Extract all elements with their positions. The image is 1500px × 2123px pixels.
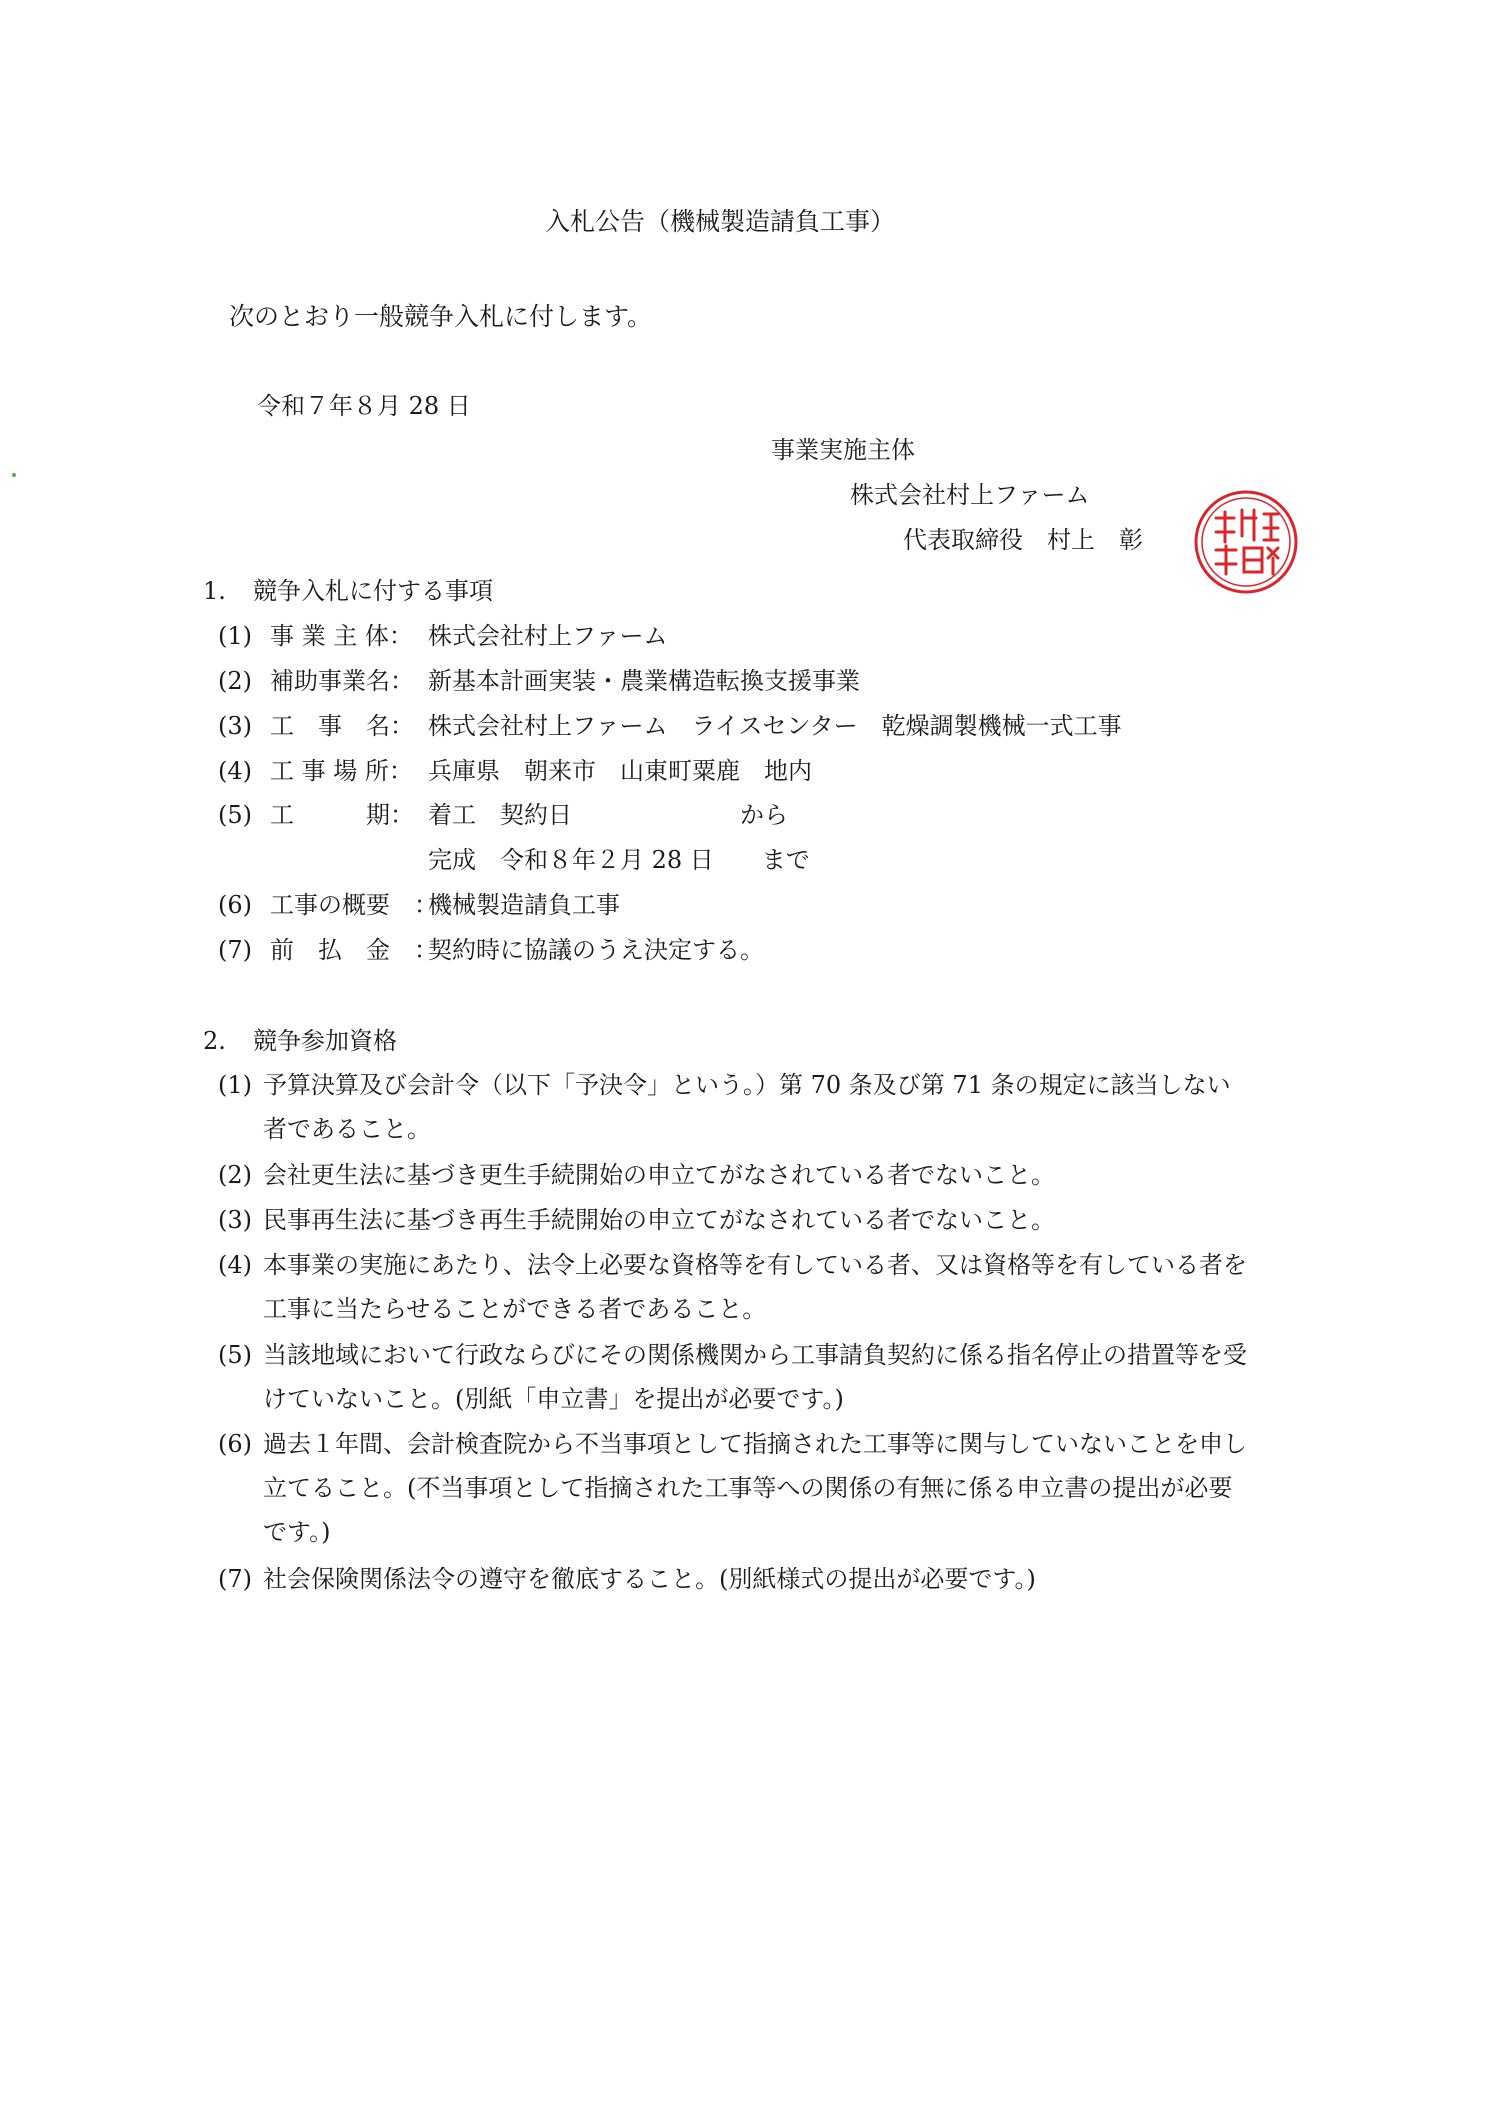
issuer-representative: 代表取締役 村上 彰 [903, 526, 1143, 554]
item-number: (6) [218, 1430, 252, 1458]
intro-text: 次のとおり一般競争入札に付します。 [229, 302, 653, 331]
section2-number: 2. [203, 1027, 226, 1055]
item-number: (7) [218, 1565, 252, 1593]
item-value: 着工 契約日 から [428, 801, 788, 829]
item-text: 当該地域において行政ならびにその関係機関から工事請負契約に係る指名停止の措置等を受けていないこと。(別紙「申立書」を提出が必要です。) [263, 1341, 1247, 1413]
item-label: 前 払 金 ： [270, 936, 438, 964]
page-title: 入札公告（機械製造請負工事） [545, 207, 896, 236]
item-number: (4) [218, 1251, 252, 1279]
item-number: (5) [218, 1341, 252, 1369]
item-label: 工 事 場 所： [270, 757, 413, 785]
item-text: 社会保険関係法令の遵守を徹底すること。(別紙様式の提出が必要です。) [263, 1565, 1036, 1593]
section1-number: 1. [203, 577, 226, 605]
item-text: 民事再生法に基づき再生手続開始の申立てがなされている者でないこと。 [263, 1206, 1055, 1234]
item-number: (5) [218, 801, 252, 829]
scan-speck [12, 473, 16, 477]
item-value: 兵庫県 朝来市 山東町粟鹿 地内 [428, 757, 812, 785]
item-number: (2) [218, 667, 252, 695]
section1-title: 競争入札に付する事項 [253, 577, 493, 605]
item-label: 工事の概要 ： [270, 891, 438, 919]
item-text: 過去１年間、会計検査院から不当事項として指摘された工事等に関与していないことを申し立てること。(不当事項として指摘された工事等への関係の有無に係る申立書の提出が必要です。) [263, 1430, 1247, 1546]
item-label: 事 業 主 体： [270, 622, 413, 650]
item-label: 補助事業名： [270, 667, 414, 695]
item-value: 新基本計画実装・農業構造転換支援事業 [428, 667, 860, 695]
item-number: (3) [218, 712, 252, 740]
item-text: 予算決算及び会計令（以下「予決令」という。）第 70 条及び第 71 条の規定に該当しない者であること。 [263, 1071, 1231, 1143]
item-number: (3) [218, 1206, 252, 1234]
issuer-role: 事業実施主体 [771, 436, 915, 464]
issuer-company: 株式会社村上ファーム [850, 481, 1090, 509]
item-number: (4) [218, 757, 252, 785]
item-number: (1) [218, 1071, 252, 1099]
item-text: 本事業の実施にあたり、法令上必要な資格等を有している者、又は資格等を有している者を工事に当たらせることができる者であること。 [263, 1251, 1247, 1323]
item-value: 機械製造請負工事 [428, 891, 620, 919]
item-number: (7) [218, 936, 252, 964]
issue-date: 令和７年８月 28 日 [257, 392, 471, 420]
item-number: (2) [218, 1161, 252, 1189]
item-label: 工 事 名： [270, 712, 414, 740]
company-seal-icon [1192, 488, 1300, 596]
section2-title: 競争参加資格 [253, 1027, 397, 1055]
item-text: 会社更生法に基づき更生手続開始の申立てがなされている者でないこと。 [263, 1161, 1055, 1189]
item-number: (6) [218, 891, 252, 919]
item-label: 工 期： [270, 801, 414, 829]
item-number: (1) [218, 622, 252, 650]
item-value: 契約時に協議のうえ決定する。 [428, 936, 764, 964]
item-value: 完成 令和８年２月 28 日 まで [428, 846, 810, 874]
item-value: 株式会社村上ファーム [428, 622, 668, 650]
item-value: 株式会社村上ファーム ライスセンター 乾燥調製機械一式工事 [428, 712, 1122, 740]
